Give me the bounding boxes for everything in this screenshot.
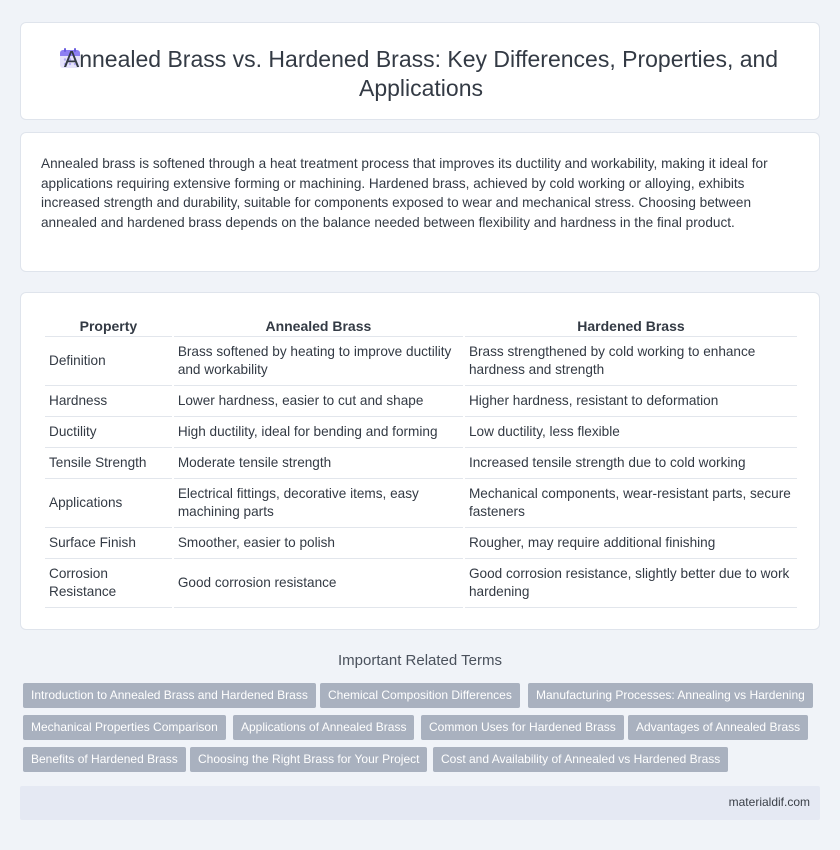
related-term-tag[interactable]: Advantages of Annealed Brass	[628, 715, 808, 740]
table-header-row	[45, 315, 797, 337]
hardened-cell: Higher hardness, resistant to deformation	[465, 386, 797, 417]
comparison-table-card	[20, 292, 820, 630]
related-terms-heading: Important Related Terms	[338, 652, 502, 669]
hardened-cell: Mechanical components, wear-resistant parts, secure fasteners	[465, 479, 797, 528]
table-row	[45, 417, 797, 448]
table-row	[45, 528, 797, 559]
table-row	[45, 386, 797, 417]
comparison-table	[43, 315, 799, 608]
annealed-cell: High ductility, ideal for bending and forming	[174, 417, 463, 448]
related-term-tag[interactable]: Choosing the Right Brass for Your Project	[190, 747, 427, 772]
annealed-cell: Good corrosion resistance	[174, 559, 463, 608]
annealed-cell: Brass softened by heating to improve ductility and workability	[174, 337, 463, 386]
page-title: Annealed Brass vs. Hardened Brass: Key Differences, Properties, and Applications	[63, 46, 779, 101]
related-term-tag[interactable]: Mechanical Properties Comparison	[23, 715, 226, 740]
annealed-cell: Moderate tensile strength	[174, 448, 463, 479]
related-term-tag[interactable]: Benefits of Hardened Brass	[23, 747, 186, 772]
property-cell: Definition	[45, 337, 172, 386]
footer	[20, 786, 820, 820]
property-cell: Corrosion Resistance	[45, 559, 172, 608]
annealed-cell: Electrical fittings, decorative items, easy machining parts	[174, 479, 463, 528]
table-row	[45, 559, 797, 608]
property-cell: Tensile Strength	[45, 448, 172, 479]
hardened-cell: Good corrosion resistance, slightly better due to work hardening	[465, 559, 797, 608]
related-term-tag[interactable]: Common Uses for Hardened Brass	[421, 715, 624, 740]
intro-paragraph: Annealed brass is softened through a heat treatment process that improves its ductility and workability, making it ideal for applications requiring extensive forming or machining. Hardened brass, achieved by cold working or alloying, exhibits increased strength and durability, suitable for components exposed to wear and mechanical stress. Choosing between annealed and hardened brass depends on the balance needed between flexibility and hardness in the final product.	[41, 156, 768, 230]
hardened-cell: Brass strengthened by cold working to enhance hardness and strength	[465, 337, 797, 386]
annealed-cell: Smoother, easier to polish	[174, 528, 463, 559]
related-term-tag[interactable]: Applications of Annealed Brass	[233, 715, 414, 740]
table-row	[45, 337, 797, 386]
annealed-cell: Lower hardness, easier to cut and shape	[174, 386, 463, 417]
hardened-cell: Rougher, may require additional finishing	[465, 528, 797, 559]
intro-card	[20, 132, 820, 272]
hardened-cell: Increased tensile strength due to cold working	[465, 448, 797, 479]
property-cell: Surface Finish	[45, 528, 172, 559]
column-header-annealed: Annealed Brass	[174, 315, 463, 337]
footer-site-link[interactable]: materialdif.com	[728, 795, 810, 809]
header-card	[20, 22, 820, 120]
related-term-tag[interactable]: Manufacturing Processes: Annealing vs Hardening	[528, 683, 813, 708]
related-term-tag[interactable]: Introduction to Annealed Brass and Hardened Brass	[23, 683, 316, 708]
column-header-property: Property	[45, 315, 172, 337]
property-cell: Applications	[45, 479, 172, 528]
property-cell: Hardness	[45, 386, 172, 417]
property-cell: Ductility	[45, 417, 172, 448]
table-row	[45, 448, 797, 479]
column-header-hardened: Hardened Brass	[465, 315, 797, 337]
related-term-tag[interactable]: Cost and Availability of Annealed vs Hardened Brass	[433, 747, 728, 772]
hardened-cell: Low ductility, less flexible	[465, 417, 797, 448]
table-row	[45, 479, 797, 528]
related-term-tag[interactable]: Chemical Composition Differences	[320, 683, 520, 708]
